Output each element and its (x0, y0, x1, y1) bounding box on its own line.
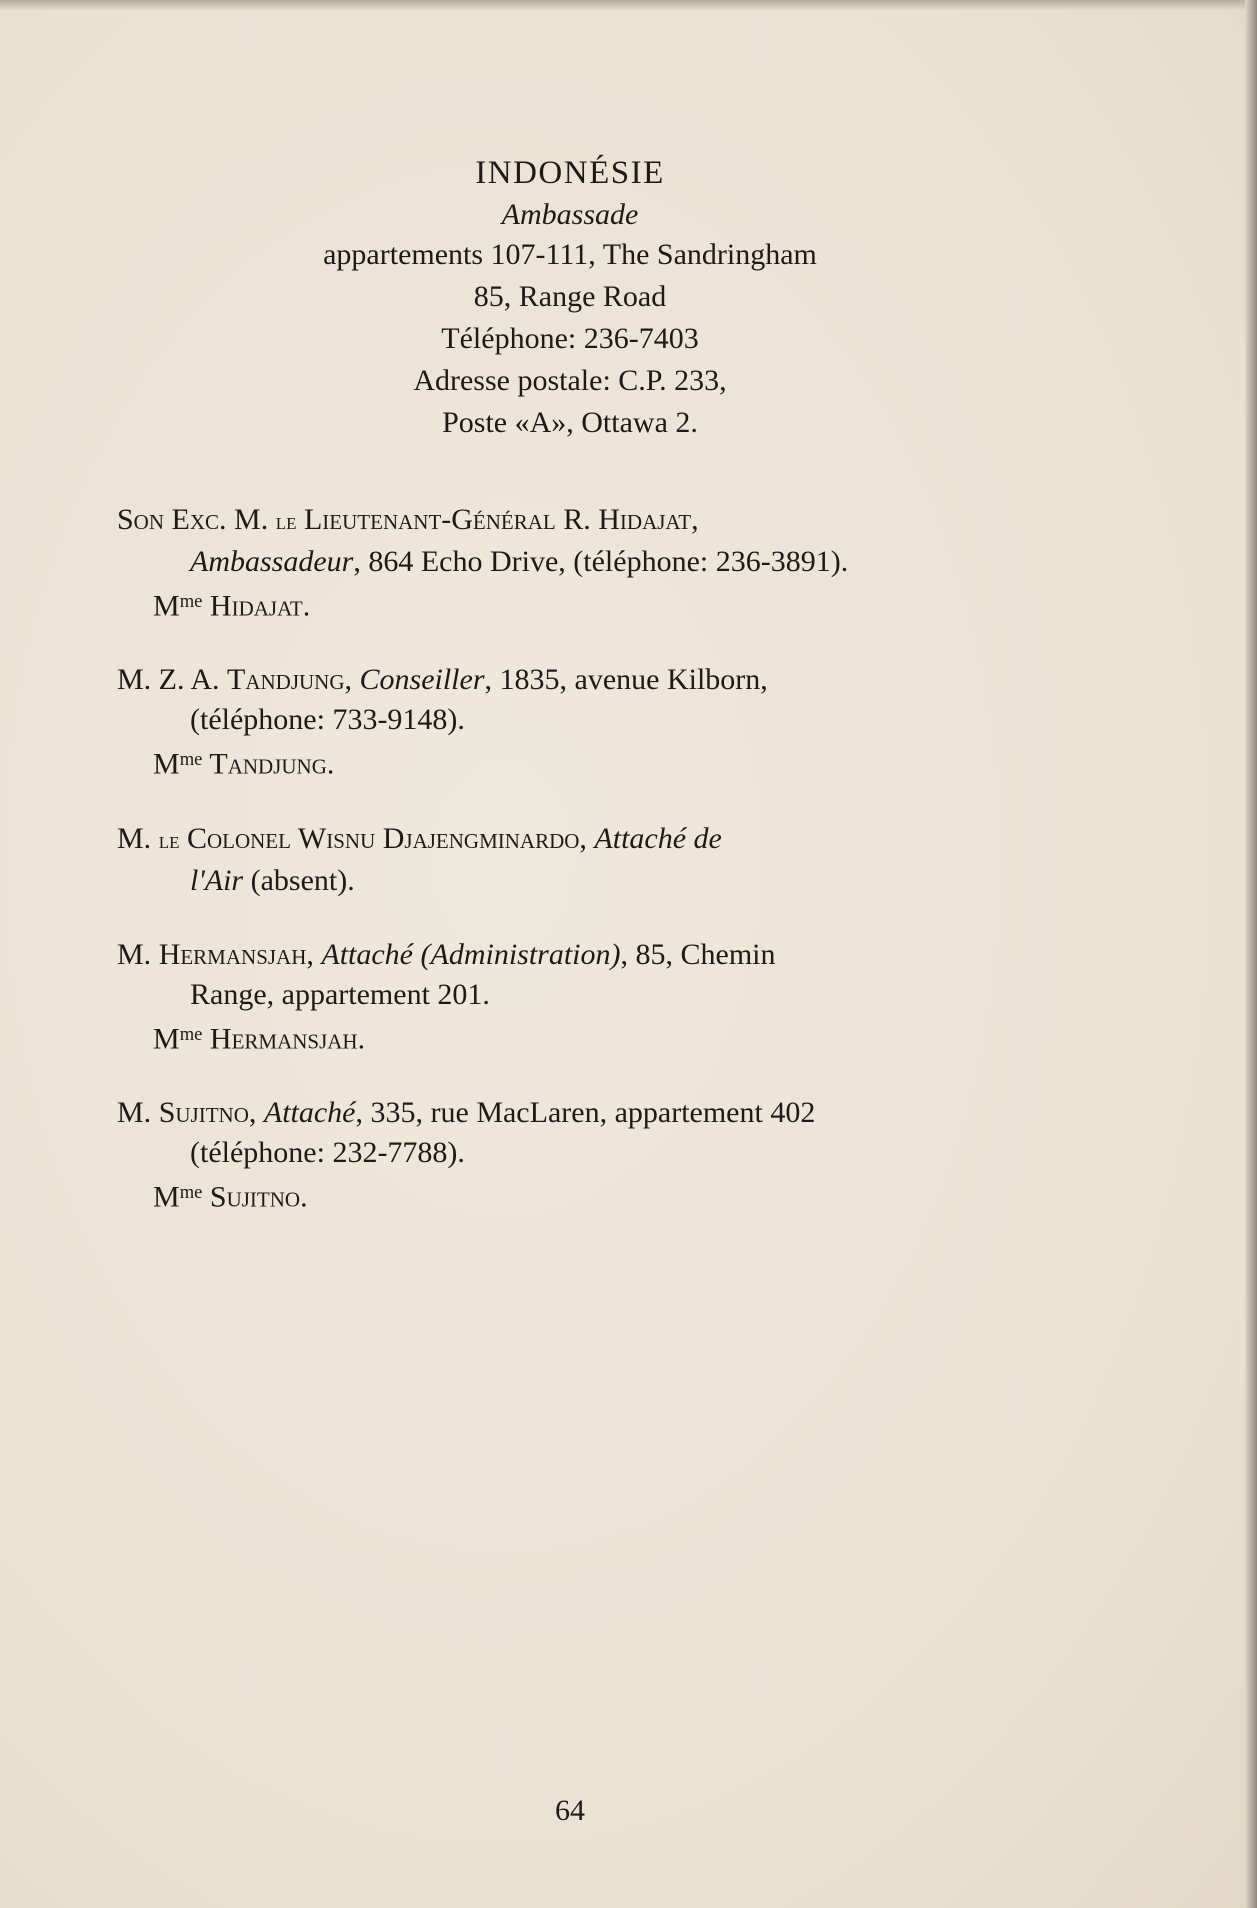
spouse-line (117, 740, 1029, 784)
phone-line: Téléphone: 236-7403 (441, 322, 699, 355)
page-fold-shadow (0, 0, 1257, 10)
spouse-prefix: M (153, 1022, 180, 1056)
entry-title: l'Air (190, 863, 244, 897)
spouse-prefix-sup: me (179, 1023, 203, 1045)
entry-title: Attaché (Administration) (321, 937, 621, 971)
entry-line (117, 700, 1029, 740)
entry-name: Colonel Wisnu Djajengminardo, (179, 821, 595, 855)
staff-entry (117, 1093, 1029, 1217)
spouse-name: Hidajat. (202, 589, 311, 623)
address-line: appartements 107-111, The Sandringham (323, 238, 817, 271)
staff-entry (117, 660, 1029, 784)
postal-address-line: Adresse postale: C.P. 233, (413, 364, 727, 397)
entry-line (117, 819, 1029, 861)
embassy-header (0, 155, 1140, 444)
address-line: 85, Range Road (473, 280, 667, 313)
entry-name: Lieutenant-Général R. Hidajat, (296, 503, 699, 536)
staff-entry (117, 819, 1029, 901)
staff-list (117, 500, 1029, 1251)
entry-particle: le (158, 827, 180, 854)
entry-prefix: M. (117, 937, 159, 971)
entry-details: (téléphone: 232-7788). (190, 1136, 465, 1170)
entry-title: Attaché (263, 1096, 356, 1130)
spouse-prefix-sup: me (179, 749, 203, 771)
spouse-name: Tandjung. (202, 747, 335, 781)
entry-title: Attaché de (594, 821, 722, 855)
entry-line (117, 861, 1029, 901)
entry-details: Range, appartement 201. (190, 977, 490, 1011)
entry-details: (absent). (243, 863, 355, 897)
entry-details: , 85, Chemin (620, 937, 776, 971)
postal-address-line: Poste «A», Ottawa 2. (442, 406, 698, 439)
spouse-prefix: M (153, 589, 180, 623)
page-number: 64 (555, 1794, 585, 1827)
entry-line (117, 975, 1029, 1015)
entry-line (117, 660, 1029, 700)
entry-title: Conseiller (359, 663, 485, 697)
entry-name: Tandjung, (227, 663, 360, 697)
entry-details: , 335, rue MacLaren, appartement 402 (355, 1096, 816, 1130)
spouse-line (117, 582, 1029, 626)
entry-line (117, 500, 1029, 542)
entry-prefix: Son Exc. M. (117, 503, 276, 536)
staff-entry (117, 935, 1029, 1059)
spouse-prefix: M (153, 1180, 180, 1214)
entry-line (117, 1133, 1029, 1173)
page-edge-shadow (1245, 0, 1257, 1908)
entry-particle: le (275, 509, 297, 535)
entry-details: , 864 Echo Drive, (téléphone: 236-3891). (353, 545, 849, 578)
spouse-line (117, 1015, 1029, 1059)
spouse-prefix: M (153, 747, 180, 781)
spouse-name: Hermansjah. (202, 1022, 366, 1056)
spouse-line (117, 1173, 1029, 1217)
entry-title: Ambassadeur (190, 545, 354, 578)
entry-line (117, 1093, 1029, 1133)
entry-details: , 1835, avenue Kilborn, (484, 663, 768, 697)
staff-entry (117, 500, 1029, 626)
entry-prefix: M. (117, 1096, 159, 1130)
entry-line (117, 935, 1029, 975)
entry-line (117, 542, 1029, 582)
entry-prefix: M. (117, 821, 159, 855)
entry-details: (téléphone: 733-9148). (190, 703, 465, 737)
spouse-prefix-sup: me (179, 591, 203, 612)
entry-name: Sujitno, (158, 1096, 264, 1130)
spouse-prefix-sup: me (179, 1182, 203, 1204)
entry-name: Hermansjah, (158, 937, 322, 971)
spouse-name: Sujitno. (202, 1180, 308, 1214)
country-title: INDONÉSIE (475, 155, 665, 191)
embassy-subtitle: Ambassade (501, 198, 639, 231)
entry-prefix: M. Z. A. (117, 663, 228, 697)
